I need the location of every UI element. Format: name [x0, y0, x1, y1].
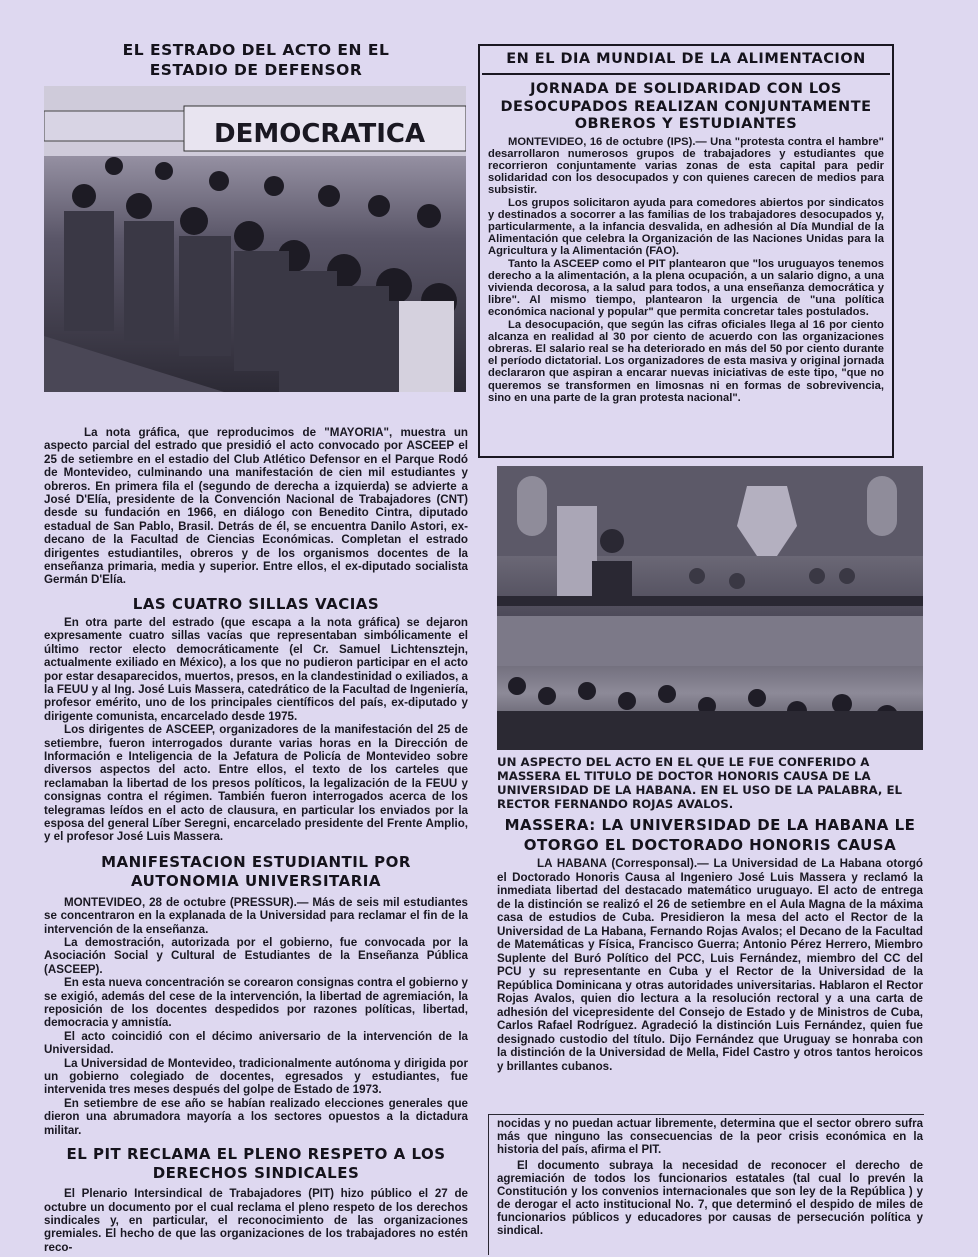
jornada-paragraph-2: Los grupos solicitaron ayuda para comedores abiertos por sindicatos y destinados a socorrer a las familias de los trabajadores desocupados y, particularmente, a la infancia desvalida, en adhesión al Día Mundial de la Alimentación que celebra la Organización de las Naciones Unidas para la Agricultura y la Alimentación (FAO). [488, 196, 884, 258]
havana-photo [497, 466, 923, 750]
bleed-through-text [932, 30, 978, 1230]
right-column [488, 48, 884, 404]
sillas-paragraph-1: En otra parte del estrado (que escapa a la nota gráfica) se dejaron expresamente cuatro sillas vacías que representaban simbólicamente el último rector electo democráticamente (el Cr. Samuel Lichtensztejn, actualmente exiliado en México), a los que no pudieron participar en el acto por estar desaparecidos, muertos, presos, en la clandestinidad o exiliados, a la FEUU y al Ing. José Luis Massera, catedrático de la Facultad de Ingeniería, profesor emérito, uno de los principales científicos del país, ex-diputado y dirigente comunista, encarcelado desde 1975. [44, 615, 468, 723]
box-header: EN EL DIA MUNDIAL DE LA ALIMENTACION [482, 48, 890, 75]
manif-paragraph-5: La Universidad de Montevideo, tradicionalmente autónoma y dirigida por un gobierno colegiado de docentes, egresados y estudiantes, fue intervenida tres meses después del golpe de Estado de 1973. [44, 1056, 468, 1097]
manif-title: MANIFESTACION ESTUDIANTIL POR AUTONOMIA UNIVERSITARIA [101, 852, 411, 890]
jornada-title: JORNADA DE SOLIDARIDAD CON LOS DESOCUPADOS REALIZAN CONJUNTAMENTE OBREROS Y ESTUDIANTES [500, 81, 872, 132]
manif-paragraph-3: En esta nueva concentración se corearon consignas contra el gobierno y se exigió, además del cese de la intervención, la libertad de agremiación, la reposición de los docentes despedidos por razones políticas, libertad, democracia y amnistía. [44, 976, 468, 1030]
havana-photo-illustration [497, 466, 923, 750]
pit-paragraph-1: El Plenario Intersindical de Trabajadores (PIT) hizo público el 27 de octubre un documento por el cual reclama el pleno respeto de los derechos sindicales y, en particular, el reconocimiento de las organizaciones gremiales. El hecho de que las organizaciones de los trabajadores no estén reco- [44, 1187, 468, 1254]
jornada-paragraph-3: Tanto la ASCEEP como el PIT plantearon que "los uruguayos tenemos derecho a la alimentación, a la plena ocupación, a un salario digno, a una vivienda decorosa, a la salud para todos, a una enseñanza democrática y libre". Al mismo tiempo, plantearon la urgencia de "una política económica nacional y popular" que permita concretar tales postulados. [488, 257, 884, 319]
right-column-lower [497, 755, 923, 1073]
jornada-paragraph-4: La desocupación, que según las cifras oficiales llega al 16 por ciento alcanza en realidad al 30 por ciento de acuerdo con las organizaciones obreras. El salario real se ha deteriorado en más del 50 por ciento durante el período dictatorial. Los organizadores de esta masiva y original jornada declararon que aspiran a encarar nuevas iniciativas de este tipo, "que no queremos se transformen en limosnas ni en formas de sobrevivencia, sino en una parte de la gran protesta nacional". [488, 318, 884, 404]
sillas-paragraph-2: Los dirigentes de ASCEEP, organizadores de la manifestación del 25 de setiembre, fueron interrogados durante varias horas en la Dirección de Información e Inteligencia de la Jefatura de Policía de Montevideo sobre diversos aspectos del acto. Entre ellos, el texto de los carteles que reclamaban la libertad de los presos políticos, la legalización de la FEUU y consignas contra el régimen. También fueron interrogados acerca de los telegramas leídos en el acto de clausura, en particular los enviados por la esposa del general Líber Seregni, encarcelado presidente del Frente Amplio, y el profesor José Luis Massera. [44, 723, 468, 844]
manif-paragraph-2: La demostración, autorizada por el gobierno, fue convocada por la Asociación Social y Cultural de Estudiantes de la Enseñanza Pública (ASCEEP). [44, 936, 468, 976]
manif-paragraph-1: MONTEVIDEO, 28 de octubre (PRESSUR).— Más de seis mil estudiantes se concentraron en la explanada de la Universidad para reclamar el fin de la intervención de la enseñanza. [44, 895, 468, 936]
massera-divider-bottom [488, 1114, 924, 1115]
sillas-title: LAS CUATRO SILLAS VACIAS [132, 594, 380, 613]
stadium-photo-illustration [44, 86, 466, 392]
massera-paragraph-1: LA HABANA (Corresponsal).— La Universidad de La Habana otorgó el Doctorado Honoris Causa al Ingeniero José Luis Massera y reclamó la inmediata libertad del destacado matemático uruguayo. El acto de entrega de la distinción se realizó el 26 de setiembre en el Aula Magna de la máxima casa de estudios de Cuba. Presidieron la mesa del acto el Rector de la Universidad de La Habana, Fernando Rojas Avalos; el Decano de la Facultad de Matemáticas y Física, Francisco Guerra; Antonio Pérez Herrero, Miembro Suplente del Buró Político del PCC, Luis Fernández, miembro del CC del PCU y su representante en Cuba y el Rector de la Universidad de la República Dominicana y otras autoridades universitarias. Hablaron el Rector Rojas Avalos, quien dio lectura a la resolución rectoral y a una carta de adhesión del vicepresidente del Consejo de Estado y de Ministros de Cuba, Carlos Rafael Rodríguez. Agradeció la distinción Luis Fernández, quien fue designado custodio del título. Dijo Fernández que Uruguay se honraba con la distinción de la Universidad de Mella, Fidel Castro y otros tantos heroicos y brillantes cubanos. [497, 857, 923, 1073]
pit-title: EL PIT RECLAMA EL PLENO RESPETO A LOS DERECHOS SINDICALES [66, 1145, 446, 1183]
photo-banner-text: DEMOCRATICA [214, 119, 426, 149]
photo-title: EL ESTRADO DEL ACTO EN EL ESTADIO DE DEFENSOR [122, 41, 390, 79]
jornada-paragraph-1: MONTEVIDEO, 16 de octubre (IPS).— Una "protesta contra el hambre" desarrollaron numerosos grupos de trabajadores y estudiantes que recorrieron conjuntamente varias zonas de esta capital para pedir solidaridad con los desocupados y con quienes carecen de medios para subsistir. [488, 135, 884, 197]
photo-caption: La nota gráfica, que reproducimos de "MAYORIA", muestra un aspecto parcial del estrado que presidió el acto convocado por ASCEEP el 25 de setiembre en el estadio del Club Atlético Defensor en el Parque Rodó de Montevideo, culminando una manifestación de cien mil estudiantes y obreros. En primera fila el (segundo de derecha a izquierda) se advierte a José D'Elía, presidente de la Convención Nacional de Trabajadores (CNT) desde su fundación en 1966, en diálogo con Benedito Cintra, diputado estadual de San Pablo, Brasil. Detrás de él, se encuentra Danilo Astori, ex-decano de la Facultad de Ciencias Económicas. Completan el estrado dirigentes estudiantiles, obreros y de los organismos docentes de la enseñanza primaria, media y superior. Entre ellos, el ex-diputado socialista Germán D'Elía. [44, 426, 468, 587]
pit-continuation-paragraph-2: El documento subraya la necesidad de reconocer el derecho de agremiación de todos los funcionarios estatales (tal cual lo prevén la Constitución y los convenios internacionales que son ley de la República ) y de derogar el acto institucional No. 7, que determinó el despido de miles de funcionarios públicos y educadores por causas de persecución política y sindical. [497, 1160, 923, 1237]
stadium-photo [44, 86, 466, 392]
manif-paragraph-6: En setiembre de ese año se habían realizado elecciones generales que dieron una abrumadora mayoría a los sectores opuestos a la dictadura militar. [44, 1096, 468, 1137]
manif-paragraph-4: El acto coincidió con el décimo aniversario de la intervención de la Universidad. [44, 1029, 468, 1057]
left-column [44, 40, 468, 1254]
column-divider [488, 1115, 489, 1255]
havana-photo-caption: UN ASPECTO DEL ACTO EN EL QUE LE FUE CONFERIDO A MASSERA EL TITULO DE DOCTOR HONORIS CAUSA DE LA UNIVERSIDAD DE LA HABANA. EN EL USO DE LA PALABRA, EL RECTOR FERNANDO ROJAS AVALOS. [497, 755, 903, 811]
pit-continuation [497, 1118, 923, 1238]
pit-continuation-paragraph-1: nocidas y no puedan actuar libremente, determina que el sector obrero sufra más que ninguno las consecuencias de la peor crisis económica en la historia del país, afirma el PIT. [497, 1118, 923, 1156]
massera-title: MASSERA: LA UNIVERSIDAD DE LA HABANA LE OTORGO EL DOCTORADO HONORIS CAUSA [504, 816, 916, 854]
